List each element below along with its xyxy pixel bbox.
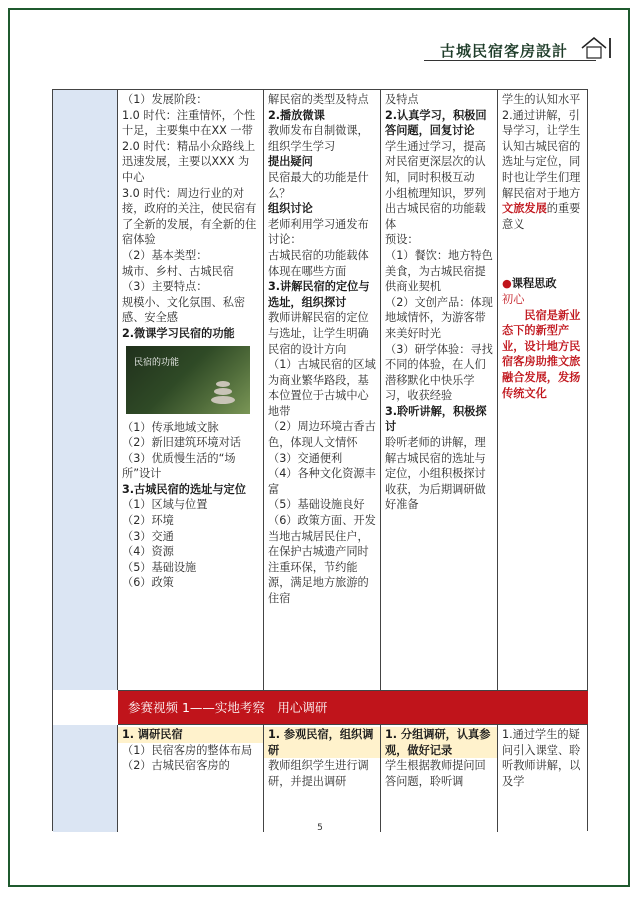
text-line: （1）民宿客房的整体布局	[122, 743, 253, 757]
header-title: 古城民宿客房設計	[440, 42, 569, 60]
text-line: （2）周边环境古香古色，体现人文情怀	[268, 420, 376, 450]
text-line: （3）交通	[122, 529, 174, 543]
student-activity-column	[381, 90, 498, 690]
section-heading: 2.认真学习，积极回答问题，回复讨论	[385, 108, 487, 138]
ideology-text: 民宿是新业态下的新型产业，设计地方民宿客房助推文旅融合发展，发扬传统文化	[502, 308, 581, 400]
text-line: （1）发展阶段：	[122, 93, 208, 106]
text-line: （2）新旧建筑环境对话	[122, 436, 241, 450]
text-line: （2）文创产品：体现地域情怀，为游客带来美好时光	[385, 295, 493, 340]
section-heading: 3.聆听讲解，积极探讨	[385, 404, 487, 434]
text-line: （3）优质慢生活的“场所”设计	[122, 451, 236, 481]
highlight-text: 文旅发展	[502, 202, 547, 216]
student-activity-cell	[381, 725, 498, 832]
ideology-subtitle: 初心	[502, 292, 525, 306]
text-line: （3）主要特点：	[122, 280, 208, 294]
text-line: （5）基础设施	[122, 560, 197, 574]
section-heading: 1. 分组调研，认真参观，做好记录	[381, 727, 497, 758]
text-line: 老师利用学习通发布讨论：	[268, 217, 369, 247]
ideology-title: 课程思政	[511, 277, 557, 291]
teacher-activity-column	[264, 90, 381, 690]
header-rule	[424, 60, 596, 61]
design-intent-cell	[498, 725, 587, 832]
design-intent-column	[498, 90, 587, 690]
section-heading: 3.古城民宿的选址与定位	[122, 482, 246, 496]
text-line: （1）传承地域文脉	[122, 420, 219, 434]
text-line: （4）各种文化资源丰富	[268, 467, 376, 496]
text-line: 城市、乡村、古城民宿	[122, 264, 234, 278]
teaching-content-column	[118, 90, 264, 690]
text-line: 教师讲解民宿的定位与选址，让学生明确民宿的设计方向	[268, 311, 369, 356]
text-line: （3）交通便利	[268, 451, 343, 465]
text-line: 预设：	[385, 233, 419, 247]
text-line: 解民宿的类型及特点	[268, 93, 369, 106]
text-line: （6）政策方面、开发当地古城居民住户，在保护古城遗产同时注重环保，节约能源，满足地方旅游的住宿	[268, 514, 376, 605]
text-line: （3）研学体验：寻找不同的体验，在人们潜移默化中快乐学习，收获经验	[385, 342, 493, 403]
text-line: （2）基本类型：	[122, 248, 208, 262]
text-line: （5）基础设施良好	[268, 498, 365, 512]
section-heading: 2.微课学习民宿的功能	[122, 326, 235, 340]
text-line: 民宿最大的功能是什么？	[268, 170, 369, 200]
text-line: 1.0 时代：注重情怀，个性十足，主要集中在XX 一带	[122, 108, 256, 138]
lesson-plan-table	[52, 89, 588, 831]
text-line: （1）餐饮：地方特色美食，为古城民宿提供商业契机	[385, 248, 493, 294]
text-line: 2.0 时代：精品小众路线上迅速发展，主要以XXX 为中心	[122, 139, 256, 184]
text-line: （1）区域与位置	[122, 498, 208, 512]
stage-column	[53, 725, 118, 832]
text-line: 聆听老师的讲解，理解古城民宿的选址与定位，小组积极探讨收获，为后期调研做好准备	[385, 436, 486, 512]
text-line: （6）政策	[122, 576, 174, 590]
text-line: 学生通过学习，提高对民宿更深层次的认知，同时积极互动	[385, 139, 486, 184]
section-heading: 组织讨论	[268, 202, 313, 216]
section-banner: 参赛视频 1——实地考察 用心调研	[118, 690, 588, 725]
teaching-content-cell	[118, 725, 264, 832]
text-line: 规模小、文化氛围、私密感、安全感	[122, 295, 246, 325]
text-line: 小组梳理知识，罗列出古城民宿的功能载体	[385, 186, 486, 231]
ideology-heading	[502, 276, 583, 292]
stage-column	[53, 90, 118, 690]
microcourse-image	[126, 346, 250, 414]
image-caption: 民宿的功能	[134, 357, 180, 368]
text-line: 3.0 时代：周边行业的对接，政府的关注，使民宿有了全新的发展，有全新的住宿体验	[122, 186, 257, 247]
text-span: 的重要意义	[502, 202, 581, 231]
section-heading: 提出疑问	[268, 155, 313, 169]
section-heading: 3.讲解民宿的定位与选址，组织探讨	[268, 280, 370, 309]
text-line: （4）资源	[122, 545, 174, 559]
text-span: 2.通过讲解，引导学习，让学生认知古城民宿的选址与定位，同时也让学生们理解民宿对于地方	[502, 108, 581, 200]
text-line: （1）古城民宿的区域为商业繁华路段，基本位置位于古城中心地带	[268, 358, 376, 418]
section-heading: 1. 调研民宿	[118, 727, 263, 743]
text-line: 教师发布自制微课，组织学生学习	[268, 124, 369, 153]
text-line: 1.通过学生的疑问引入课堂、聆听教师讲解，以及学	[502, 728, 581, 788]
text-line: 古城民宿的功能载体体现在哪些方面	[268, 248, 369, 278]
house-icon	[580, 34, 614, 60]
text-line: 学生根据教师提问回答问题，聆听调	[385, 759, 486, 788]
text-line: （2）环境	[122, 514, 174, 528]
text-line	[502, 108, 583, 233]
page-number: 5	[317, 823, 323, 833]
text-line: 教师组织学生进行调研，并提出调研	[268, 759, 369, 788]
stones-icon	[210, 380, 236, 408]
text-line: 学生的认知水平	[502, 93, 581, 106]
text-line: （2）古城民宿客房的	[122, 759, 230, 773]
text-line: 及特点	[385, 93, 419, 106]
teacher-activity-cell	[264, 725, 381, 832]
section-heading: 1. 参观民宿，组织调研	[264, 727, 380, 758]
bullet-icon: ●	[502, 277, 512, 291]
section-heading: 2.播放微课	[268, 108, 325, 122]
